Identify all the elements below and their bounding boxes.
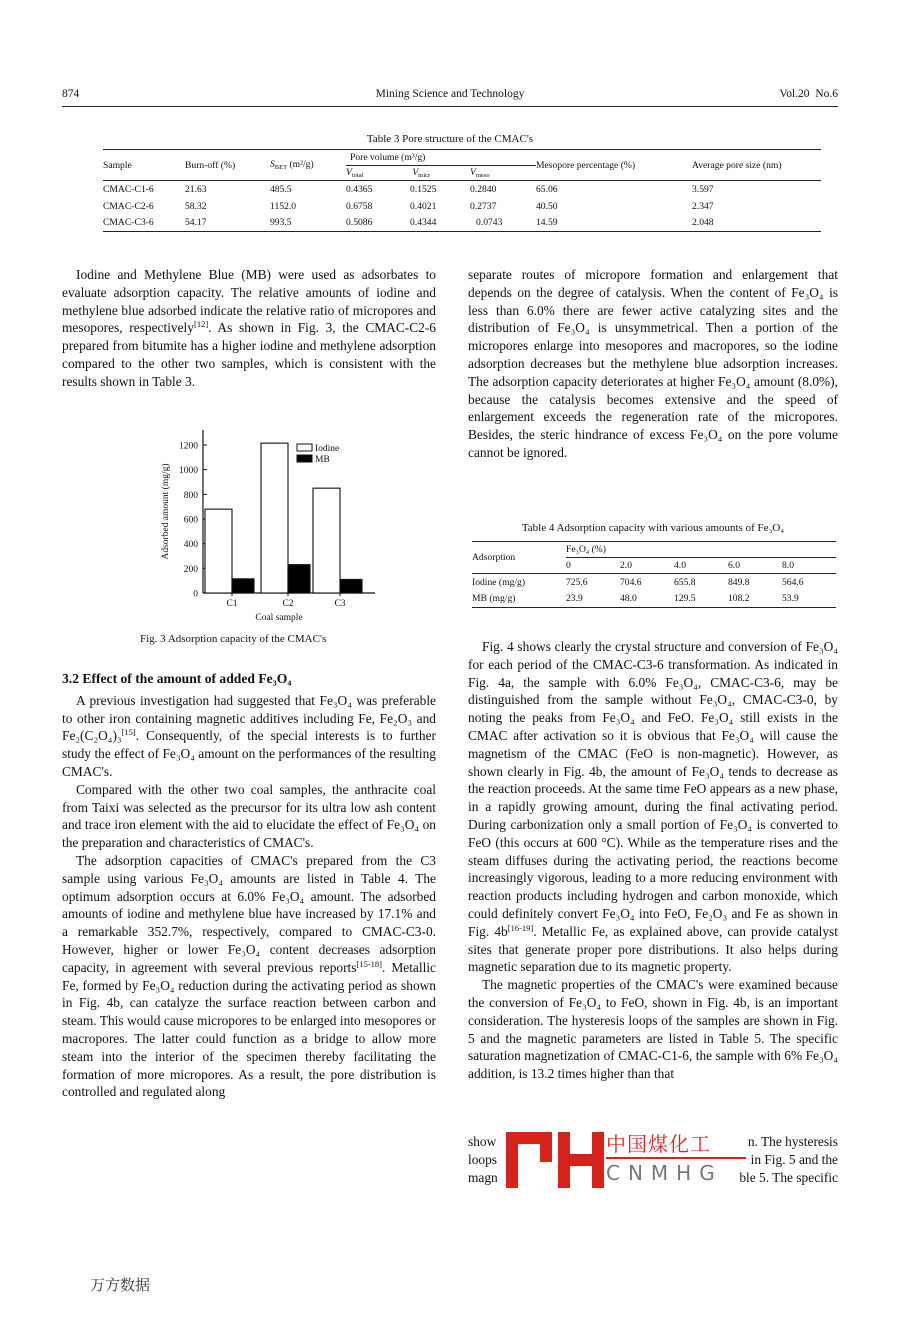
fragment: n. The hysteresis	[747, 1134, 838, 1149]
table-cell-avg: 3.597	[692, 183, 714, 195]
table-cell-sample: CMAC-C3-6	[103, 215, 185, 232]
th-fe3o4-0: 0	[566, 558, 620, 574]
table-cell-avg: 2.347	[692, 200, 714, 212]
paragraph	[468, 638, 838, 976]
x-tick-label: C3	[334, 599, 346, 609]
vmeso-sub: meso	[475, 172, 490, 179]
table-cell: 564.6	[782, 576, 804, 588]
citation: [12]	[193, 319, 209, 330]
left-col-bottom	[62, 670, 436, 1101]
th-fe3o4-1: 2.0	[620, 558, 674, 574]
table-cell-sample: CMAC-C2-6	[103, 200, 154, 212]
table-cell-vmeso: 0.2737	[470, 200, 497, 212]
text: . Metallic Fe, formed by Fe₃O₄ reduction during the activating period as shown in Fig. 4b, can catalyze the surface reaction between carbon and steam. This would cause micropores to be enlarged into mesopores or macropores. The latter could function as a bridge to allow more steam into the interior of the specimen thereby facilitating the formation of more micropores. As a result, the pore distribution is controlled and regulated along	[62, 959, 436, 1100]
table-cell: 48.0	[620, 591, 674, 608]
text: . Metallic Fe, as explained above, can provide catalyst sites that generate proper pore distributions. It also helps during magnetic separation due to its magnetic property.	[468, 923, 838, 975]
table-cell-vtotal: 0.5086	[346, 215, 410, 232]
issue: No.6	[815, 88, 838, 100]
th-avg-pore: Average pore size (nm)	[692, 150, 821, 181]
fragment: loops	[468, 1151, 498, 1167]
line	[468, 1169, 838, 1187]
volume-issue	[779, 88, 838, 100]
th-sbet	[270, 150, 346, 181]
y-tick-label: 600	[183, 515, 198, 526]
citation: [15-18]	[356, 958, 382, 969]
sbet-sub: BET	[274, 164, 288, 171]
y-tick-label: 1000	[179, 466, 198, 477]
th-vmeso	[470, 166, 536, 181]
citation: [15]	[121, 727, 136, 738]
table4-caption: Table 4 Adsorption capacity with various amounts of Fe₃O₄	[521, 522, 785, 534]
table-cell: 704.6	[620, 576, 642, 588]
text: Iodine and Methylene Blue (MB) were used as adsorbates to evaluate adsorption capacity. The relative amounts of iodine and methylene blue adsorbed indicate the relative ratio of micropores and mesopores, respectively	[62, 267, 436, 336]
legend-swatch-mb	[297, 455, 312, 462]
x-tick-label: C2	[282, 599, 294, 609]
vtotal-sub: total	[351, 172, 364, 179]
table-cell: 725.6	[566, 576, 588, 588]
table-row	[472, 574, 836, 591]
paragraph: separate routes of micropore formation and enlargement that depends on the degree of catalysis. When the content of Fe₃O₄ is less than 6.0% there are fewer active catalyzing sites and the distribution of Fe₃O₄ is unsymmetrical. Then a portion of the micropores enlarge into mesopores and macropores, so the iodine adsorption decreases but the methylene blue adsorption increases. The adsorption capacity deteriorates at higher Fe₃O₄ amount (8.0%), because the catalysis becomes extensive and the speed of enlargement exceeds the regeneration rate of the micropores. Besides, the steric hindrance of excess Fe₃O₄ on the pore volume cannot be ignored.	[468, 267, 838, 460]
vtotal-symbol: V	[346, 167, 352, 178]
y-tick-label: 800	[183, 490, 198, 501]
table-cell: 53.9	[782, 591, 836, 608]
watermark-en-text: CNMHG	[606, 1161, 723, 1185]
table-row	[472, 591, 836, 608]
text: The adsorption capacities of CMAC's prepared from the C3 sample using various Fe₃O₄ amounts are listed in Table 4. The optimum adsorption occurs at 6.0% Fe₃O₄ amount. The adsorbed amounts of iodine and methylene blue have increased by 17.1% and a remarkable 352.7%, respectively, compared to CMAC-C3-0. However, higher or lower Fe₃O₄ content decreases adsorption capacity, in agreement with several previous reports	[62, 852, 436, 975]
volume: Vol.20	[779, 88, 810, 100]
paragraph: The magnetic properties of the CMAC's were examined because the conversion of Fe₃O₄ to FeO, shown in Fig. 4b, is an important consideration. The hysteresis loops of the samples are shown in Fig. 5 and the magnetic parameters are listed in Table 5. The specific saturation magnetization of CMAC-C1-6, the sample with 6% Fe₃O₄ addition, is 13.2 times higher than that	[468, 977, 838, 1082]
table-cell-avg: 2.048	[692, 215, 821, 232]
th-vmicr	[410, 166, 470, 181]
page-number: 874	[62, 88, 80, 100]
watermark-fragments	[468, 1133, 838, 1186]
legend-label-iodine: Iodine	[315, 444, 340, 454]
mb-bar-c3	[340, 579, 362, 593]
th-fe3o4-4: 8.0	[782, 558, 836, 574]
table-cell-meso_pct: 40.50	[536, 200, 558, 212]
table-cell: 23.9	[566, 591, 620, 608]
table-cell-sbet: 993.5	[270, 215, 346, 232]
paragraph: Compared with the other two coal samples, the anthracite coal from Taixi was selected as the precursor for its ultra low ash content and trace iron element with the aid to elucidate the effect of Fe₃O₄ on the preparation and characteristics of CMAC's.	[62, 781, 436, 851]
th-fe3o4-2: 4.0	[674, 558, 728, 574]
table-cell: 129.5	[674, 591, 728, 608]
fig3-bar-chart	[140, 428, 440, 628]
table-row	[103, 181, 821, 198]
vmicr-sub: micr	[418, 172, 431, 179]
table-cell-burnoff: 21.63	[185, 183, 207, 195]
legend-label-mb: MB	[315, 455, 330, 465]
sbet-symbol: S	[270, 159, 275, 170]
mb-bar-c2	[288, 565, 310, 593]
th-fe3o4-3: 6.0	[728, 558, 782, 574]
table3-caption: Table 3 Pore structure of the CMAC's	[366, 133, 534, 145]
row-label: MB (mg/g)	[472, 591, 566, 608]
fragment: ble 5. The specific	[739, 1169, 838, 1185]
table-cell-vmicr: 0.4344	[410, 215, 470, 232]
table-row	[103, 198, 821, 215]
iodine-bar-c2	[261, 443, 288, 593]
th-mesopore: Mesopore percentage (%)	[536, 150, 692, 181]
journal-title: Mining Science and Technology	[375, 88, 525, 100]
vmicr-symbol: V	[412, 167, 419, 178]
paragraph	[62, 692, 436, 781]
table-cell-vmicr: 0.4021	[410, 200, 437, 212]
table4	[472, 541, 836, 608]
table-cell-vmeso: 0.0743	[470, 215, 536, 232]
left-col-top	[62, 266, 436, 391]
text: . Consequently, of the special interests is to further study the effect of Fe₃O₄ amount on the performances of the resulting CMAC's.	[62, 728, 436, 779]
table-cell-vtotal: 0.4365	[346, 183, 373, 195]
line	[468, 1151, 838, 1169]
line	[468, 1133, 838, 1151]
table-cell: 849.8	[728, 576, 750, 588]
th-sample: Sample	[103, 150, 185, 181]
fragment: in Fig. 5 and the	[750, 1151, 838, 1167]
iodine-bar-c3	[313, 488, 340, 593]
text: Fig. 4 shows clearly the crystal structure and conversion of Fe₃O₄ for each period of the CMAC-C3-6 transformation. As indicated in Fig. 4a, the sample with 6.0% Fe₃O₄, CMAC-C3-6, may be distinguished from the sample without Fe₃O₄, CMAC-C3-0, by noting the peaks from Fe₃O₄ and FeO. Fe₃O₄ still exists in the CMAC after activation so it is obvious that Fe₃O₄ will cause the magnetism of the CMAC (FeO is non-magnetic). However, as shown clearly in Fig. 4b, the amount of Fe₃O₄ tends to decrease as the reaction proceeds. At the same time FeO appears as a new phase, in a rapidly growing amount, during the final activating period. During carbonization only a small portion of Fe₃O₄ is converted to FeO (this occurs at 600 °C). While as the temperature rises and the steam diffuses during the activating period, the reactions become increasingly vigorous, leading to a more reducing environment with reaction products including hydrogen and carbon monoxide, which could definitely convert Fe₃O₄ into FeO, Fe₂O₃ and Fe as shown in Fig. 4b	[468, 639, 838, 939]
table-row	[103, 215, 821, 232]
fragment: magn	[468, 1169, 498, 1185]
sbet-unit: (m²/g)	[287, 159, 314, 170]
running-header	[62, 86, 838, 107]
y-tick-label: 400	[183, 540, 198, 551]
y-axis-label: Adsorbed amount (mg/g)	[161, 463, 171, 560]
th-vtotal	[346, 166, 410, 181]
vmeso-symbol: V	[470, 167, 476, 178]
table-cell: 108.2	[728, 591, 782, 608]
table-cell-vmicr: 0.1525	[410, 183, 437, 195]
table-cell-burnoff: 58.32	[185, 200, 207, 212]
right-col-top	[468, 266, 838, 462]
source-footer: 万方数据	[90, 1276, 151, 1294]
table-cell-sample: CMAC-C1-6	[103, 183, 154, 195]
table-cell: 655.8	[674, 576, 696, 588]
y-tick-label: 1200	[179, 441, 198, 452]
iodine-bar-c1	[205, 509, 232, 593]
x-axis-label: Coal sample	[255, 613, 303, 623]
paragraph	[62, 266, 436, 391]
th-burnoff: Burn-off (%)	[185, 150, 270, 181]
y-tick-label: 200	[183, 564, 198, 575]
watermark-cn-text: 中国煤化工	[606, 1132, 711, 1156]
row-label: Iodine (mg/g)	[472, 576, 526, 588]
table-cell-burnoff: 54.17	[185, 215, 270, 232]
citation: [16-19]	[507, 922, 534, 933]
paragraph	[62, 852, 436, 1101]
table-cell-vmeso: 0.2840	[470, 183, 497, 195]
legend-swatch-iodine	[297, 444, 312, 451]
section-heading: 3.2 Effect of the amount of added Fe₃O₄	[62, 671, 292, 686]
th-fe3o4-group: Fe₃O₄ (%)	[566, 542, 836, 558]
table-cell-meso_pct: 65.06	[536, 183, 558, 195]
right-col-bottom	[468, 638, 838, 1083]
x-tick-label: C1	[226, 599, 238, 609]
table-cell-meso_pct: 14.59	[536, 215, 692, 232]
y-tick-label: 0	[193, 589, 198, 600]
fig3-caption: Fig. 3 Adsorption capacity of the CMAC's	[140, 633, 327, 645]
table-cell-sbet: 1152.0	[270, 200, 297, 212]
th-pore-volume: Pore volume (m³/g)	[346, 150, 536, 166]
mb-bar-c1	[232, 579, 254, 593]
fragment: show	[468, 1134, 497, 1149]
text: A previous investigation had suggested that Fe₃O₄ was preferable to other iron containing magnetic additives including Fe, Fe₂O₃ and Fe₂(C₂O₄)₃	[62, 692, 436, 744]
text: . As shown in Fig. 3, the CMAC-C2-6 prepared from bitumite has a higher iodine and methylene adsorption compared to the other two samples, which is consistent with the results shown in Table 3.	[62, 320, 436, 389]
th-adsorption: Adsorption	[472, 542, 566, 574]
table-cell-vtotal: 0.6758	[346, 200, 373, 212]
table3	[103, 149, 821, 232]
table-cell-sbet: 485.5	[270, 183, 292, 195]
